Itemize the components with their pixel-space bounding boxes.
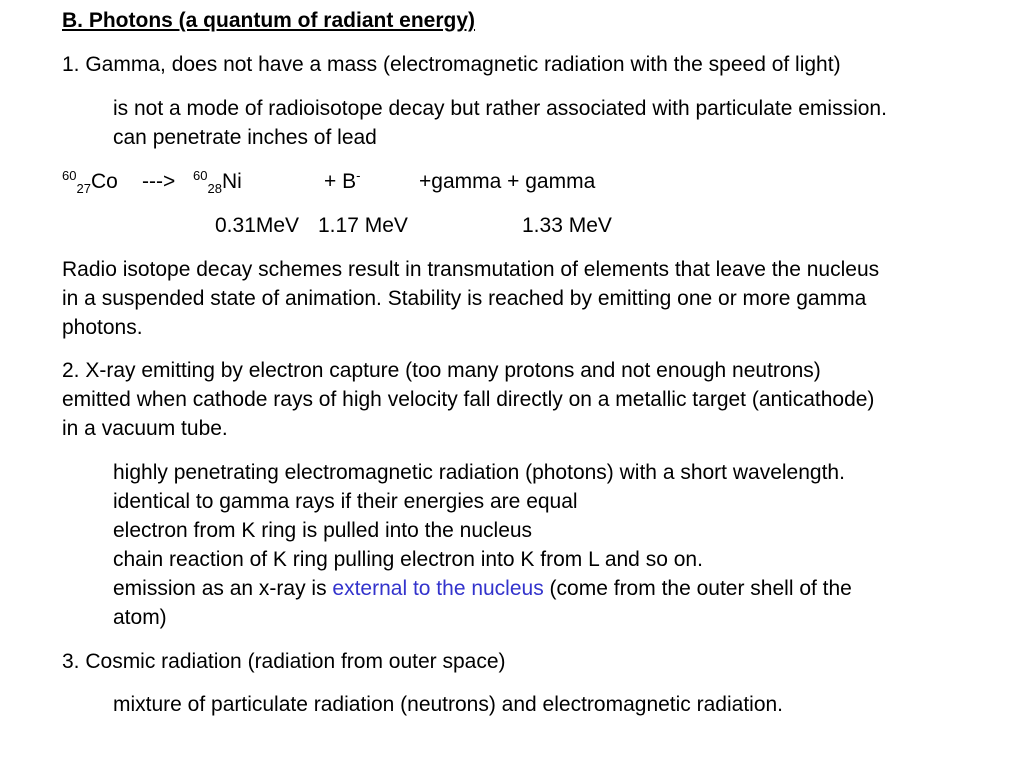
external-nucleus-highlight: external to the nucleus [332,577,544,600]
energy-row [62,214,662,240]
cobalt-isotope [62,170,118,196]
page-title: B. Photons (a quantum of radiant energy) [62,9,476,32]
xray-bullet-4: chain reaction of K ring pulling electron into K from L and so on. [113,548,703,571]
xray-bullet-2: identical to gamma rays if their energies are equal [113,490,578,513]
co-atomic-number: 27 [76,181,91,196]
co-symbol: Co [90,170,118,193]
xray-bullet-5-prefix: emission as an x-ray is [113,577,333,600]
xray-description-line-3: in a vacuum tube. [62,417,228,440]
xray-bullet-3: electron from K ring is pulled into the nucleus [113,519,533,542]
beta-charge: - [356,168,361,183]
energy-value-3: 1.33 MeV [522,214,612,237]
gamma-heading: 1. Gamma, does not have a mass (electromagnetic radiation with the speed of light) [62,53,841,76]
ni-atomic-number: 28 [207,181,222,196]
xray-description-line-2: emitted when cathode rays of high velocity fall directly on a metallic target (anticathode) [62,388,875,411]
beta-label: + B [324,170,357,193]
gamma-products: +gamma + gamma [419,170,596,193]
xray-bullet-5-continuation: atom) [113,606,167,629]
reaction-arrow: ---> [142,170,176,193]
decay-paragraph-line-1: Radio isotope decay schemes result in transmutation of elements that leave the nucleus [62,258,880,281]
xray-heading: 2. X-ray emitting by electron capture (too many protons and not enough neutrons) [62,359,821,382]
ni-symbol: Ni [221,170,242,193]
energy-value-2: 1.17 MeV [318,214,408,237]
ni-mass-number: 60 [193,168,208,183]
cosmic-heading: 3. Cosmic radiation (radiation from outer space) [62,650,506,673]
decay-paragraph-line-2: in a suspended state of animation. Stability is reached by emitting one or more gamma [62,287,867,310]
xray-bullet-1: highly penetrating electromagnetic radiation (photons) with a short wavelength. [113,461,845,484]
gamma-bullet-2: can penetrate inches of lead [113,126,377,149]
xray-bullet-5 [113,577,852,601]
co-mass-number: 60 [62,168,77,183]
nickel-isotope [193,170,242,196]
decay-paragraph-line-3: photons. [62,316,143,339]
energy-value-1: 0.31MeV [215,214,300,237]
cosmic-bullet-1: mixture of particulate radiation (neutrons) and electromagnetic radiation. [113,693,784,716]
beta-particle [324,170,360,196]
gamma-bullet-1: is not a mode of radioisotope decay but rather associated with particulate emission. [113,97,887,120]
decay-equation [62,170,662,200]
xray-bullet-5-suffix: (come from the outer shell of the [543,577,852,600]
